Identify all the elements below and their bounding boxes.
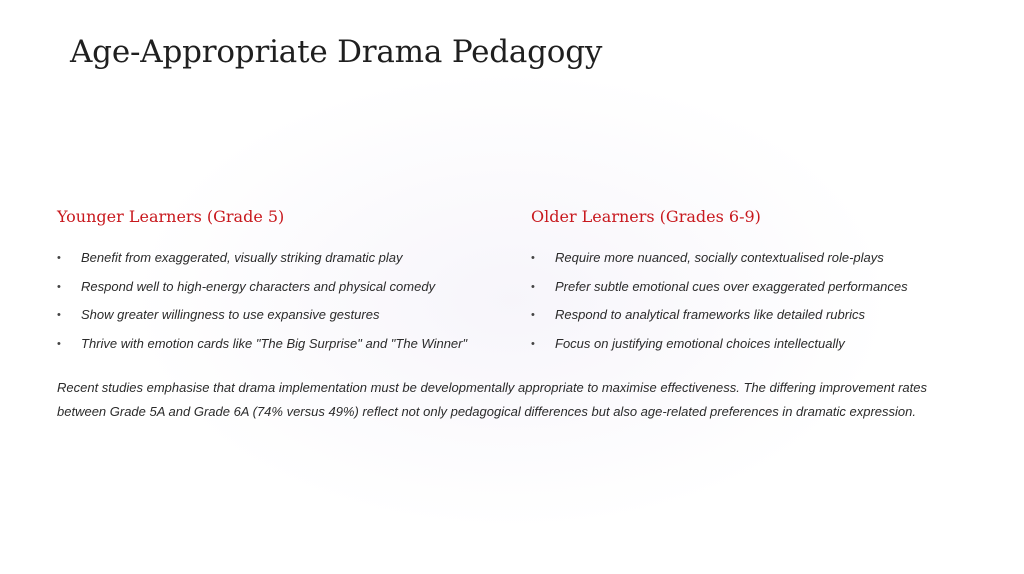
bullet-icon: • (57, 252, 61, 264)
bullet-icon: • (531, 252, 535, 264)
bullet-icon: • (57, 337, 61, 350)
summary-paragraph: Recent studies emphasise that drama implementation must be developmentally appropriate to maximise effectiveness. The differing improvement rates between Grade 5A and Grade 6A (74% versus 49%) reflect not only pedagogical differences but also age-related preferences in dramatic expression. (57, 380, 927, 419)
younger-learners-column (57, 206, 497, 364)
list-item-text: Require more nuanced, socially contextualised role-plays (555, 250, 884, 265)
younger-learners-list (57, 250, 497, 364)
list-item (531, 336, 971, 365)
list-item (531, 279, 971, 308)
list-item-text: Thrive with emotion cards like "The Big Surprise" and "The Winner" (81, 335, 468, 351)
list-item (531, 250, 971, 279)
list-item-text: Focus on justifying emotional choices intellectually (555, 335, 845, 351)
list-item (57, 250, 497, 279)
bullet-icon: • (57, 309, 61, 321)
list-item (57, 336, 497, 365)
bullet-icon: • (531, 337, 535, 350)
younger-learners-heading: Younger Learners (Grade 5) (57, 207, 285, 226)
bullet-icon: • (531, 280, 535, 293)
list-item (57, 307, 497, 336)
bullet-icon: • (57, 280, 61, 293)
list-item-text: Show greater willingness to use expansive gestures (81, 307, 380, 322)
older-learners-heading: Older Learners (Grades 6-9) (531, 207, 761, 226)
list-item-text: Respond well to high-energy characters and physical comedy (81, 278, 436, 294)
list-item-text: Prefer subtle emotional cues over exaggerated performances (555, 278, 908, 294)
bullet-icon: • (531, 309, 535, 321)
slide-title: Age-Appropriate Drama Pedagogy (70, 34, 603, 70)
older-learners-column (531, 206, 971, 364)
older-learners-list (531, 250, 971, 364)
list-item (531, 307, 971, 336)
list-item (57, 279, 497, 308)
list-item-text: Benefit from exaggerated, visually striking dramatic play (81, 250, 403, 265)
list-item-text: Respond to analytical frameworks like detailed rubrics (555, 307, 865, 322)
